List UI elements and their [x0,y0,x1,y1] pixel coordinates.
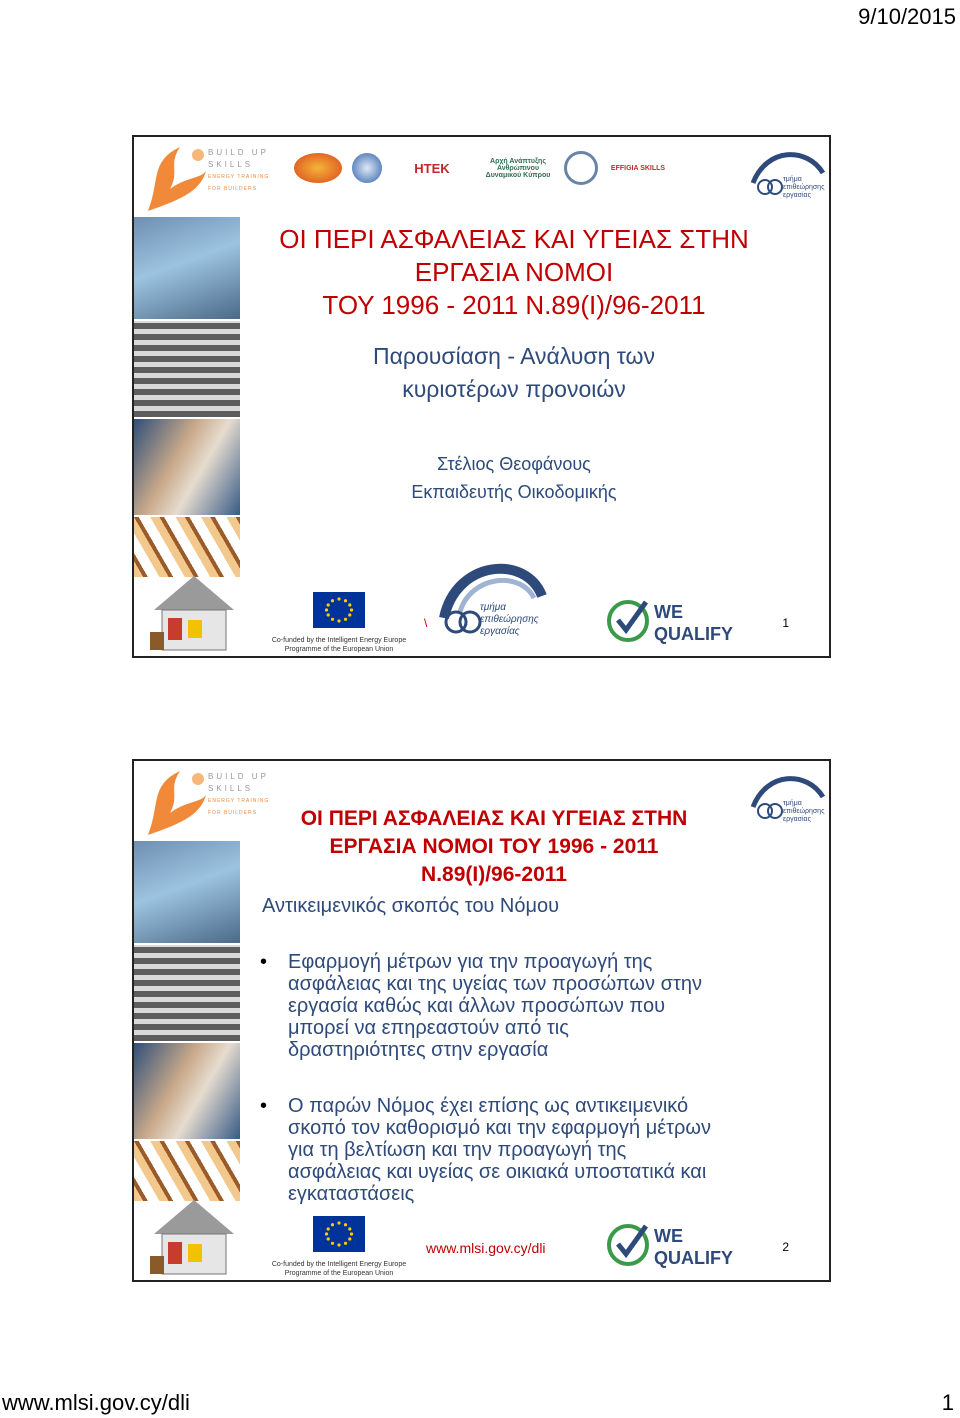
hrda-logo [482,151,554,185]
bullet-2-line-4: ασφάλειας και υγείας σε οικιακά υποστατικά και [288,1161,707,1183]
page-date: 9/10/2015 [858,4,956,29]
effigia-logo [608,153,668,183]
photo-pergola [134,517,240,577]
construction-photo-strip [134,841,240,1201]
large-dept-logo-line-2: επιθεώρησης [480,614,539,625]
partner-logos [294,151,668,185]
slide-2 [132,759,831,1282]
large-dept-logo-line-3: εργασίας [480,626,520,637]
eu-caption-line-2: Programme of the European Union [284,646,394,653]
for-builders-line: FOR BUILDERS [208,810,257,816]
build-up-skills-text [208,147,269,195]
slide-1-title-line-1: ΟΙ ΠΕΡΙ ΑΣΦΑΛΕΙΑΣ ΚΑΙ ΥΓΕΙΑΣ ΣΤΗΝ [279,224,749,254]
photo-pergola [134,1141,240,1201]
photo-worker [134,841,240,943]
eu-caption [264,636,414,654]
slide-2-title-line-1: ΟΙ ΠΕΡΙ ΑΣΦΑΛΕΙΑΣ ΚΑΙ ΥΓΕΙΑΣ ΣΤΗΝ [300,807,688,830]
objective-heading: Αντικειμενικός σκοπός του Νόμου [262,895,560,917]
hrda-logo-text: Αρχή Ανάπτυξης Ανθρώπινου Δυναμικού Κύπρου [485,157,551,179]
bullet-2-line-5: εγκαταστάσεις [288,1183,415,1205]
bullet-2-line-3: για τη βελτίωση και την προαγωγή της [288,1139,627,1161]
eu-caption-line-2: Programme of the European Union [284,1270,394,1277]
slide-1-subtitle [242,340,786,406]
bullet-1-line-4: μπορεί να επηρεαστούν από τις [288,1017,569,1039]
etek-logo-text: ΗΤΕΚ [414,160,450,176]
author-name: Στέλιος Θεοφάνους [437,454,591,474]
dept-logo-line-3: εργασίας [783,192,811,199]
eu-flag-icon [313,592,365,628]
build-up-flame-logo [140,141,212,215]
we-qualify-we: WE [654,1226,683,1246]
we-qualify-qualify: QUALIFY [654,1248,733,1268]
slide-1-subtitle-line-2: κυριοτέρων προνοιών [402,376,626,402]
page-footer-url[interactable]: www.mlsi.gov.cy/dli [2,1390,190,1415]
partner-logo-orange [294,153,342,183]
partner-logo-circle [564,151,598,185]
photo-plastering [134,419,240,515]
eu-caption [264,1260,414,1278]
we-qualify-we: WE [654,602,683,622]
slide-1 [132,135,831,658]
house-illustration [148,1194,240,1276]
bullet-item [260,951,825,1061]
slide-2-title [244,805,744,889]
we-qualify-logo [606,1222,754,1268]
photo-worker [134,217,240,319]
dept-logo-line-2: επιθεώρησης [783,808,825,815]
slide-2-number: 2 [782,1240,789,1254]
dept-logo-line-1: τμήμα [783,176,802,183]
bullet-1-line-3: εργασία καθώς και άλλων προσώπων που [288,995,666,1017]
bullet-dot: • [260,951,268,973]
eu-cofunded-block [264,592,414,653]
photo-shutters [134,945,240,1041]
eu-cofunded-block [264,1216,414,1277]
effigia-logo-text: EFFIGIA SKILLS [610,164,666,172]
slide-1-backslash: \ [424,616,428,630]
author-role: Εκπαιδευτής Οικοδομικής [411,482,617,502]
slide-1-title-line-3: ΤΟΥ 1996 - 2011 Ν.89(Ι)/96-2011 [322,290,706,320]
bullet-item [260,1095,825,1205]
bullet-1-line-5: δραστηριότητες στην εργασία [288,1039,549,1061]
construction-photo-strip [134,217,240,577]
bullet-2-line-2: σκοπό τον καθορισμό και την εφαρμογή μέτρων [288,1117,712,1139]
slide-2-title-line-2: ΕΡΓΑΣΙΑ ΝΟΜΟΙ ΤΟΥ 1996 - 2011 [329,835,659,858]
slide-2-title-line-3: Ν.89(Ι)/96-2011 [421,863,567,886]
objective-bullets [260,951,825,1239]
we-qualify-qualify: QUALIFY [654,624,733,644]
labour-inspection-logo [747,143,827,203]
we-qualify-logo [606,598,754,644]
slide-1-title [242,223,786,322]
labour-inspection-logo-large [430,552,548,642]
skills-line: SKILLS [208,784,254,793]
eu-flag-icon [313,1216,365,1252]
etek-logo [392,153,472,183]
slide-1-subtitle-line-1: Παρουσίαση - Ανάλυση των [373,343,655,369]
dept-logo-line-2: επιθεώρησης [783,184,825,191]
large-dept-logo-line-1: τμήμα [480,602,506,613]
photo-plastering [134,1043,240,1139]
slide-2-url-link[interactable]: www.mlsi.gov.cy/dli [426,1240,546,1256]
labour-inspection-logo [747,767,827,827]
bullet-1-line-1: Εφαρμογή μέτρων για την προαγωγή της [288,951,653,973]
photo-shutters [134,321,240,417]
skills-line: SKILLS [208,160,254,169]
dept-logo-line-1: τμήμα [783,800,802,807]
for-builders-line: FOR BUILDERS [208,186,257,192]
build-up-line: BUILD UP [208,148,269,157]
bullet-dot: • [260,1095,268,1117]
energy-training-line: ENERGY TRAINING [208,798,270,804]
energy-training-line: ENERGY TRAINING [208,174,270,180]
build-up-line: BUILD UP [208,772,269,781]
bullet-1-line-2: ασφάλειας και της υγείας των προσώπων στην [288,973,702,995]
partner-logo-blue-seal [352,153,382,183]
build-up-flame-logo [140,765,212,839]
dept-logo-line-3: εργασίας [783,816,811,823]
house-illustration [148,570,240,652]
page-number: 1 [941,1390,954,1415]
slide-1-number: 1 [782,616,789,630]
slide-1-author-block [242,450,786,506]
bullet-2-line-1: Ο παρών Νόμος έχει επίσης ως αντικειμενικό [288,1095,689,1117]
slide-1-title-line-2: ΕΡΓΑΣΙΑ ΝΟΜΟΙ [414,257,614,287]
eu-caption-line-1: Co-funded by the Intelligent Energy Europe [271,1261,407,1268]
eu-caption-line-1: Co-funded by the Intelligent Energy Europe [271,637,407,644]
